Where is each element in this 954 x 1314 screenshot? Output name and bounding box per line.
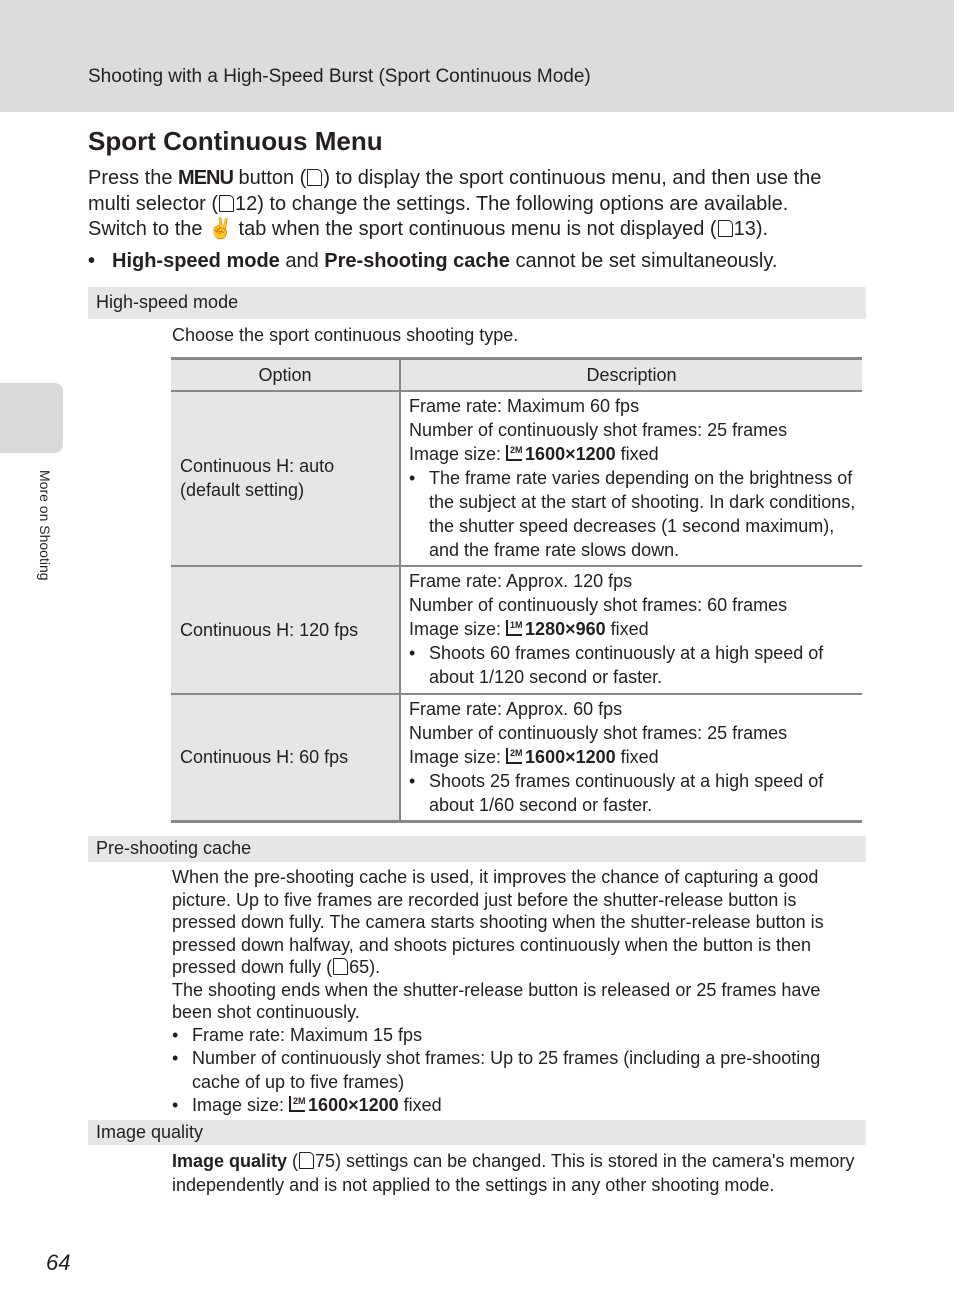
list-item: • Shoots 25 frames continuously at a high speed of about 1/60 second or faster. <box>409 770 824 815</box>
chapter-label: More on Shooting <box>37 470 53 581</box>
description-cell: Frame rate: Approx. 60 fps Number of continuously shot frames: 25 frames Image size: 2M 1600×1200 fixed • Shoots 25 frames continuously at a high speed of about 1/60 second or faster. <box>400 694 862 822</box>
column-header-option: Option <box>171 358 400 391</box>
sport-tab-icon: ✌ <box>208 218 233 240</box>
list-item: • The frame rate varies depending on the brightness of the subject at the start of shooting. In dark conditions, the shutter speed decreases (1 second maximum), and the frame rate slows down. <box>409 467 856 560</box>
section-image-quality: Image quality <box>88 1120 866 1145</box>
running-header: Shooting with a High-Speed Burst (Sport Continuous Mode) <box>88 66 591 87</box>
page-reference-icon <box>307 169 322 186</box>
page-reference-icon <box>333 958 348 975</box>
menu-button-glyph: MENU <box>178 167 233 189</box>
table-row <box>171 391 862 566</box>
list-item: • Image size: 2M 1600×1200 fixed <box>172 1095 442 1115</box>
pre-shooting-description: When the pre-shooting cache is used, it improves the chance of capturing a good picture. Up to five frames are recorded just before the shutter-release button is pressed down fully. The camera starts shooting when the shutter-release button is pressed down halfway, and shoots pictures continuously when the button is then pressed down fully ( 65). The shooting ends when the shutter-release button is released or 25 frames have been shot continuously. • Frame rate: Maximum 15 fps • Number of continuously shot frames: Up to 25 frames (including a pre-shooting cache of up to five frames) • Image size: 2M 1600×1200 fixed <box>172 866 862 1118</box>
high-speed-description: Choose the sport continuous shooting type. <box>172 324 519 345</box>
option-cell: Continuous H: 60 fps <box>171 694 400 822</box>
page-title: Sport Continuous Menu <box>88 126 383 156</box>
section-high-speed-mode: High-speed mode <box>88 287 866 319</box>
option-cell: Continuous H: auto (default setting) <box>171 391 400 566</box>
image-size-icon: 2M <box>289 1096 305 1112</box>
description-cell: Frame rate: Approx. 120 fps Number of continuously shot frames: 60 frames Image size: 1M 1280×960 fixed • Shoots 60 frames continuously at a high speed of about 1/120 second or faster. <box>400 566 862 694</box>
image-size-icon: 2M <box>506 445 522 461</box>
options-table <box>171 357 862 824</box>
intro-text: Press the MENU button ( ) to display the sport continuous menu, and then use the multi selector ( 12) to change the settings. The following options are available. Switch to the ✌ tab when the sport continuous menu is not displayed ( 13). <box>88 167 822 240</box>
description-cell: Frame rate: Maximum 60 fps Number of continuously shot frames: 25 frames Image size: 2M 1600×1200 fixed • The frame rate varies depending on the brightness of the subject at the start of shooting. In dark conditions, the shutter speed decreases (1 second maximum), and the frame rate slows down. <box>400 391 862 566</box>
section-pre-shooting-cache: Pre-shooting cache <box>88 836 866 862</box>
note-bullet: • High-speed mode and Pre-shooting cache cannot be set simultaneously. <box>88 249 778 272</box>
list-item: • Frame rate: Maximum 15 fps <box>172 1024 423 1045</box>
page-number: 64 <box>46 1250 71 1275</box>
table-row <box>171 694 862 822</box>
table-row <box>171 566 862 694</box>
image-quality-description: Image quality ( 75) settings can be changed. This is stored in the camera's memory independently and is not applied to the settings in any other shooting mode. <box>172 1150 855 1195</box>
page-content <box>88 124 866 1197</box>
column-header-description: Description <box>400 358 862 391</box>
page-reference-icon <box>299 1152 314 1169</box>
option-cell: Continuous H: 120 fps <box>171 566 400 694</box>
page-reference-icon <box>219 195 234 212</box>
list-item: • Number of continuously shot frames: Up to 25 frames (including a pre-shooting cache of up to five frames) <box>172 1048 821 1092</box>
image-size-icon: 1M <box>506 620 522 636</box>
chapter-tab <box>0 383 63 453</box>
header-band <box>0 0 954 112</box>
image-size-icon: 2M <box>506 748 522 764</box>
pre-shooting-list <box>172 1024 862 1118</box>
page-reference-icon <box>718 220 733 237</box>
list-item: • Shoots 60 frames continuously at a high speed of about 1/120 second or faster. <box>409 642 824 687</box>
